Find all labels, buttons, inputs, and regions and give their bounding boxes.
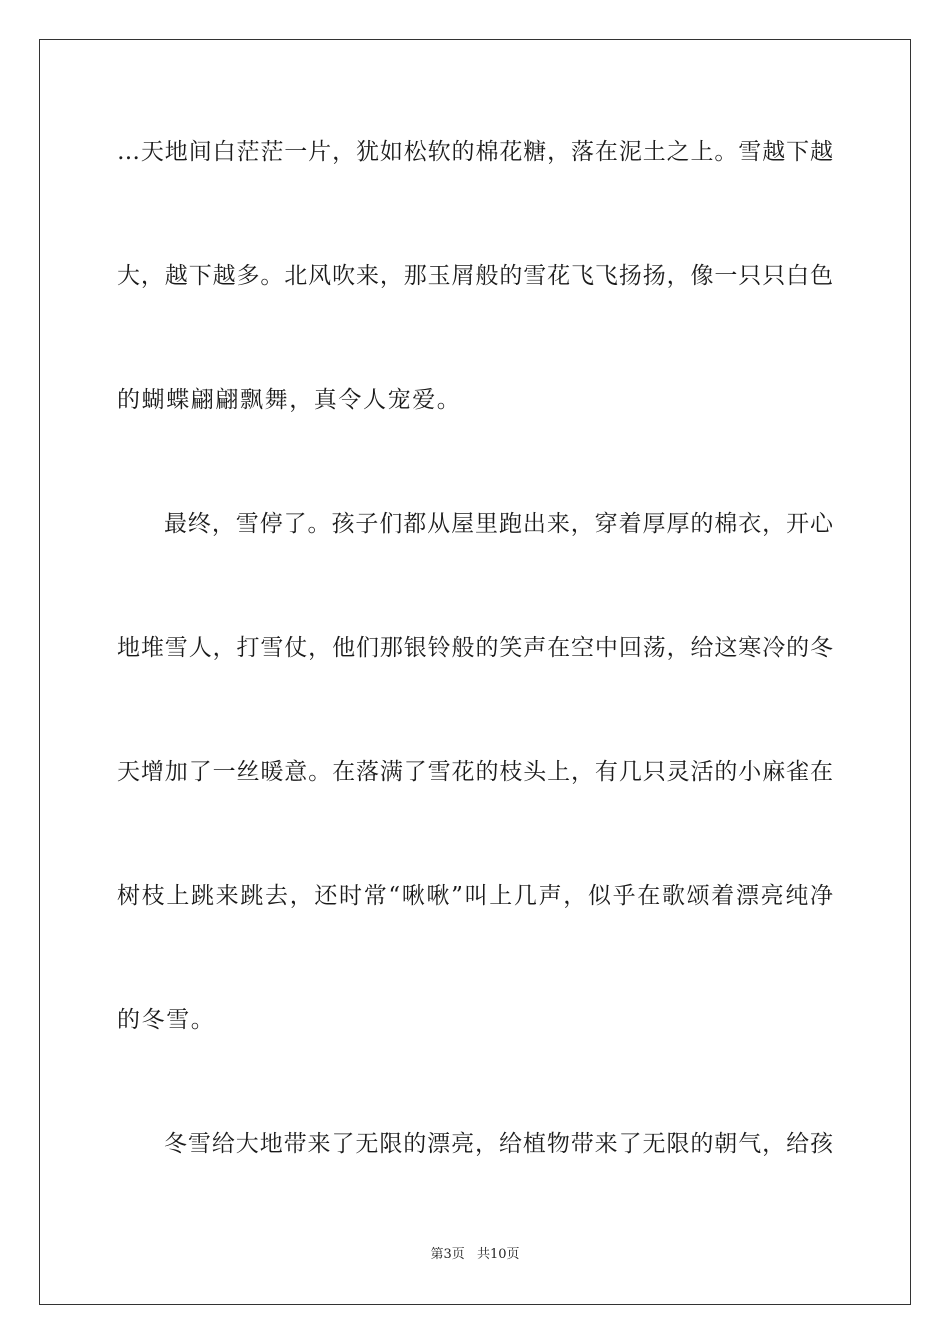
text-line: 大，越下越多。北风吹来，那玉屑般的雪花飞飞扬扬，像一只只白色 [117,263,833,289]
page-footer [0,1246,950,1264]
text-line: 天增加了一丝暖意。在落满了雪花的枝头上，有几只灵活的小麻雀在 [117,759,833,785]
text-line: 冬雪给大地带来了无限的漂亮，给植物带来了无限的朝气，给孩 [164,1131,833,1157]
text-line: …天地间白茫茫一片，犹如松软的棉花糖，落在泥土之上。雪越下越 [117,139,833,165]
page-border [39,39,911,1305]
text-line: 地堆雪人，打雪仗，他们那银铃般的笑声在空中回荡，给这寒冷的冬 [117,635,833,661]
text-line: 的冬雪。 [117,1007,216,1033]
text-line: 最终，雪停了。孩子们都从屋里跑出来，穿着厚厚的棉衣，开心 [164,511,833,537]
page-total: 共10页 [476,1247,520,1262]
text-line: 的蝴蝶翩翩飘舞，真令人宠爱。 [117,387,462,413]
text-line: 树枝上跳来跳去，还时常“啾啾”叫上几声，似乎在歌颂着漂亮纯净 [117,883,833,909]
page-number: 第3页 [430,1247,465,1262]
